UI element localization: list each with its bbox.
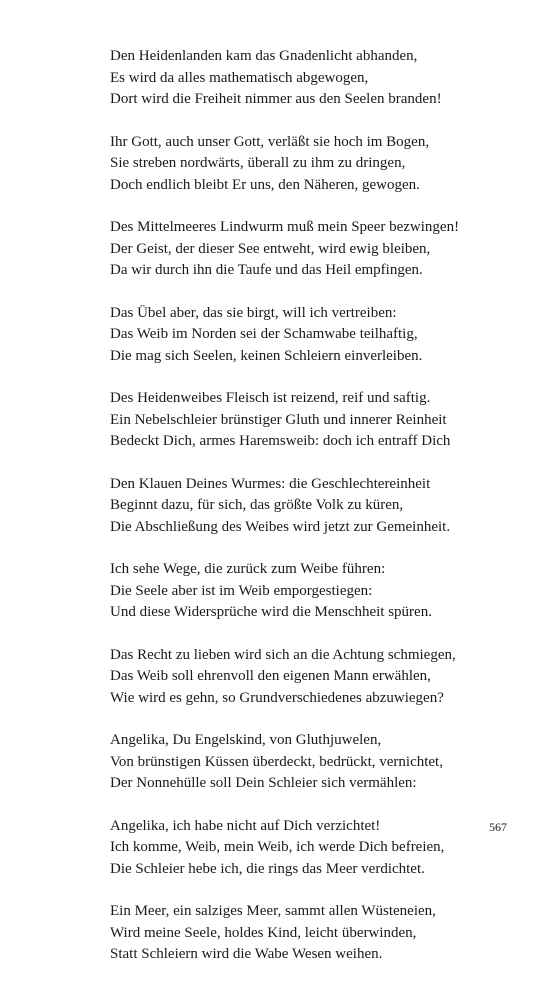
verse-line: Der Geist, der dieser See entweht, wird ewig bleiben, bbox=[110, 240, 431, 257]
stanza-4 bbox=[110, 303, 490, 368]
verse-line: Das Recht zu lieben wird sich an die Achtung schmiegen, bbox=[110, 646, 456, 663]
stanza-10 bbox=[110, 816, 490, 881]
verse-line: Das Übel aber, das sie birgt, will ich vertreiben: bbox=[110, 304, 397, 321]
verse-line: Ein Nebelschleier brünstiger Gluth und innerer Reinheit bbox=[110, 411, 447, 428]
verse-line: Die mag sich Seelen, keinen Schleiern einverleiben. bbox=[110, 347, 423, 364]
verse-line: Angelika, ich habe nicht auf Dich verzichtet! bbox=[110, 817, 381, 834]
verse-line: Angelika, Du Engelskind, von Gluthjuwelen, bbox=[110, 732, 382, 748]
verse-line: Der Nonnehülle soll Dein Schleier sich vermählen: bbox=[110, 775, 417, 791]
stanza-3 bbox=[110, 217, 490, 282]
stanza-6 bbox=[110, 474, 490, 539]
verse-line: Von brünstigen Küssen überdeckt, bedrückt, vernichtet, bbox=[110, 753, 443, 770]
verse-line: Wie wird es gehn, so Grundverschiedenes abzuwiegen? bbox=[110, 689, 444, 706]
verse-line: Doch endlich bleibt Er uns, den Näheren, gewogen. bbox=[110, 176, 420, 193]
verse-line: Ich sehe Wege, die zurück zum Weibe führen: bbox=[110, 561, 386, 577]
verse-line: Sie streben nordwärts, überall zu ihm zu dringen, bbox=[110, 155, 406, 171]
verse-line: Bedeckt Dich, armes Haremsweib: doch ich entraff Dich bbox=[110, 433, 451, 449]
verse-line: Die Abschließung des Weibes wird jetzt zur Gemeinheit. bbox=[110, 518, 451, 535]
poem-text bbox=[110, 46, 490, 987]
verse-line: Den Heidenlanden kam das Gnadenlicht abhanden, bbox=[110, 48, 418, 64]
stanza-8 bbox=[110, 645, 490, 710]
verse-line: Die Seele aber ist im Weib emporgestiegen: bbox=[110, 582, 373, 599]
verse-line: Beginnt dazu, für sich, das größte Volk zu küren, bbox=[110, 497, 404, 513]
stanza-7 bbox=[110, 559, 490, 624]
verse-line: Des Mittelmeeres Lindwurm muß mein Speer bezwingen! bbox=[110, 219, 460, 235]
stanza-11 bbox=[110, 901, 490, 966]
verse-line: Und diese Widersprüche wird die Menschheit spüren. bbox=[110, 604, 432, 620]
verse-line: Statt Schleiern wird die Wabe Wesen weihen. bbox=[110, 946, 383, 962]
verse-line: Ihr Gott, auch unser Gott, verläßt sie hoch im Bogen, bbox=[110, 133, 430, 150]
stanza-5 bbox=[110, 388, 490, 453]
verse-line: Das Weib soll ehrenvoll den eigenen Mann erwählen, bbox=[110, 668, 431, 684]
verse-line: Dort wird die Freiheit nimmer aus den Seelen branden! bbox=[110, 91, 442, 107]
stanza-1 bbox=[110, 46, 490, 111]
verse-line: Ich komme, Weib, mein Weib, ich werde Dich befreien, bbox=[110, 839, 445, 855]
page-number: 567 bbox=[489, 820, 507, 834]
verse-line: Die Schleier hebe ich, die rings das Meer verdichtet. bbox=[110, 860, 425, 877]
verse-line: Wird meine Seele, holdes Kind, leicht überwinden, bbox=[110, 924, 417, 941]
stanza-2 bbox=[110, 132, 490, 197]
verse-line: Das Weib im Norden sei der Schamwabe teilhaftig, bbox=[110, 326, 418, 342]
verse-line: Ein Meer, ein salziges Meer, sammt allen Wüsteneien, bbox=[110, 903, 436, 919]
verse-line: Es wird da alles mathematisch abgewogen, bbox=[110, 69, 369, 86]
verse-line: Des Heidenweibes Fleisch ist reizend, reif und saftig. bbox=[110, 390, 431, 406]
stanza-9 bbox=[110, 730, 490, 795]
verse-line: Da wir durch ihn die Taufe und das Heil empfingen. bbox=[110, 262, 423, 278]
verse-line: Den Klauen Deines Wurmes: die Geschlechtereinheit bbox=[110, 475, 431, 492]
